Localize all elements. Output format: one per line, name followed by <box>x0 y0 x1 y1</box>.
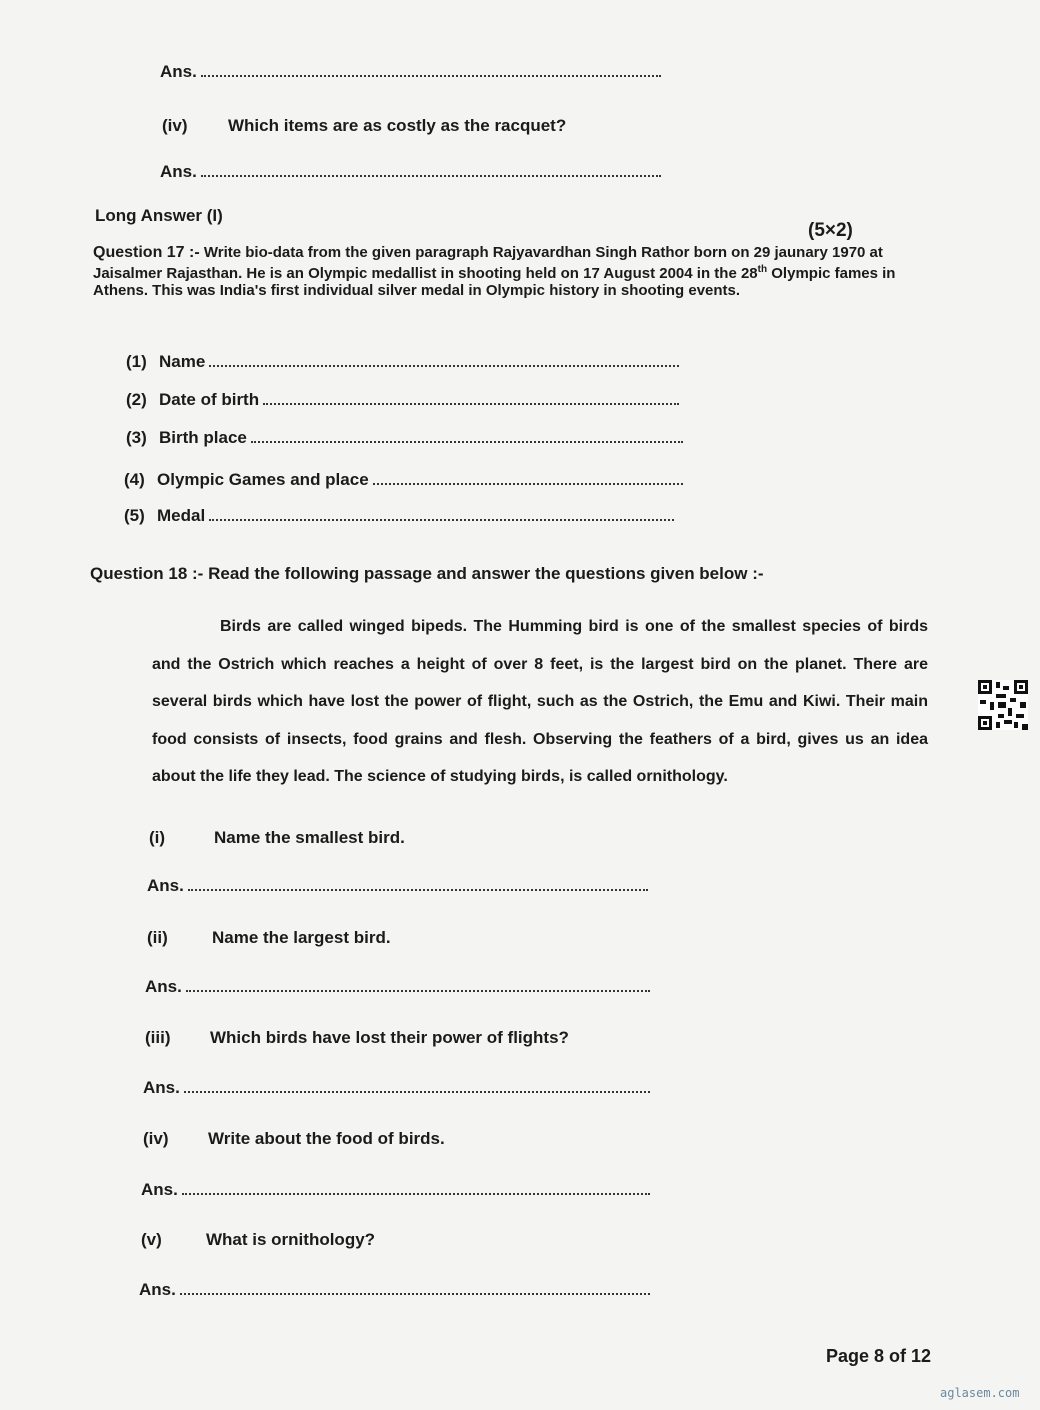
question-text: Which items are as costly as the racquet? <box>228 116 567 135</box>
field-label: Birth place <box>159 428 247 447</box>
question-number: (i) <box>149 828 166 847</box>
sub-question <box>145 1028 569 1048</box>
question-18 <box>90 564 764 584</box>
question-label: Question 17 :- <box>93 244 200 261</box>
question-17 <box>93 244 918 299</box>
answer-line: Ans. <box>143 1078 650 1098</box>
sub-question <box>141 1230 375 1250</box>
biodata-field: (4) Olympic Games and place <box>124 470 683 490</box>
field-label: Medal <box>157 506 206 525</box>
question-text: Write bio-data from the given paragraph Rajyavardhan Singh Rathor born on 29 jaunary 1970 at Jaisalmer Rajasthan. He is an Olympic medallist in shooting held on 17 August 2004 in the 28 <box>93 244 883 282</box>
answer-line: Ans. <box>160 162 661 182</box>
answer-line: Ans. <box>139 1280 650 1300</box>
question-text: Write about the food of birds. <box>208 1129 445 1148</box>
qr-code-icon <box>978 680 1028 730</box>
biodata-field: (1) Name <box>126 352 679 372</box>
answer-line: Ans. <box>141 1180 650 1200</box>
biodata-field: (3) Birth place <box>126 428 683 448</box>
question-number: (iii) <box>145 1028 171 1047</box>
passage: Birds are called winged bipeds. The Humming bird is one of the smallest species of birds and the Ostrich which reaches a height of over 8 feet, is the largest bird on the planet. There are several birds which have lost the power of flight, such as the Ostrich, the Emu and Kiwi. Their main food consists of insects, food grains and flesh. Observing the feathers of a bird, gives us an idea about the life they lead. The science of studying birds, is called ornithology. <box>152 618 928 785</box>
field-label: Olympic Games and place <box>157 470 369 489</box>
question-label: Question 18 :- <box>90 564 204 583</box>
question-number: (v) <box>141 1230 162 1249</box>
question-text: What is ornithology? <box>206 1230 376 1249</box>
field-label: Name <box>159 352 206 371</box>
question-intro: Read the following passage and answer the questions given below :- <box>208 564 764 583</box>
question-text-cont: Olympic fames in Athens. This was India's first individual silver medal in Olympic history in shooting events. <box>93 265 896 299</box>
section-marks: (5×2) <box>808 220 853 241</box>
sub-question <box>147 928 391 948</box>
answer-line: Ans. <box>145 977 650 997</box>
sub-question <box>149 828 405 848</box>
question-iv <box>162 116 566 136</box>
answer-line: Ans. <box>147 876 648 896</box>
question-number: (iv) <box>162 116 188 135</box>
field-label: Date of birth <box>159 390 260 409</box>
question-text: Which birds have lost their power of flights? <box>210 1028 569 1047</box>
watermark: aglasem.com <box>940 1386 1020 1400</box>
superscript: th <box>757 264 768 275</box>
question-text: Name the largest bird. <box>212 928 391 947</box>
question-text: Name the smallest bird. <box>214 828 405 847</box>
section-title: Long Answer (I) <box>95 206 223 225</box>
page-number: Page 8 of 12 <box>826 1346 932 1366</box>
question-number: (ii) <box>147 928 168 947</box>
sub-question <box>143 1129 445 1149</box>
biodata-field: (2) Date of birth <box>126 390 679 410</box>
question-number: (iv) <box>143 1129 169 1148</box>
biodata-field: (5) Medal <box>124 506 674 526</box>
answer-line: Ans. <box>160 62 661 82</box>
